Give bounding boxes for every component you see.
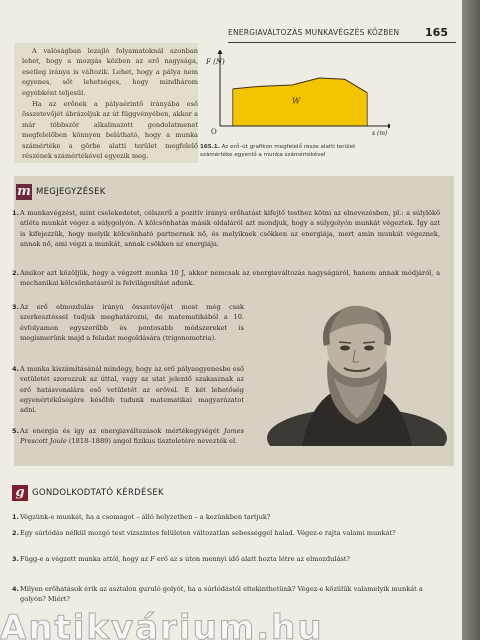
question-number: 2.	[12, 529, 19, 537]
notes-heading	[16, 184, 106, 200]
note-number: 1.	[12, 209, 19, 217]
figure-caption-text: Az erő–út grafikon megfelelő része alatti terület számértéke egyenlő a munka számértékével	[200, 144, 356, 158]
distance-symbol: s	[179, 555, 183, 563]
y-axis-label: F (N)	[206, 58, 225, 66]
note-text-after: (1818–1889) angol fizikus tiszteletére nevezték el.	[66, 437, 238, 446]
question-text-after: úton mennyi idő alatt hozta létre az elmozdulást?	[182, 555, 350, 563]
joule-portrait-image	[262, 298, 452, 446]
x-axis-label: s (m)	[372, 130, 388, 137]
figure-number: 165.1.	[200, 144, 220, 150]
note-number: 2.	[12, 269, 19, 277]
intro-text	[22, 46, 198, 161]
question-text-mid: erő az	[154, 555, 180, 563]
questions-badge-icon: g	[12, 485, 28, 501]
note-item	[12, 364, 244, 415]
intro-paragraph-1: A valóságban lezajló folyamatoknál azonban lehet, hogy a mozgás közben az erő nagysága, esetleg iránya is változik. Lehet, hogy a pálya nem egyenes, sőt lehetséges, hogy mindhárom egyébként teljesül.	[22, 47, 198, 97]
intro-paragraph-2: Ha az erőnek a pályaérintő irányába eső összetevőjét ábrázoljuk az út függvényében, akkor a már többször alkalmazott gondolatmenet megfelelőben könnyen belátható, hogy a munka számértéke a görbe alatti terület megfelelő részének számértékével egyezik meg.	[22, 100, 198, 161]
y-axis-arrow-icon	[218, 50, 223, 54]
x-axis-arrow-icon	[388, 124, 390, 129]
question-item	[12, 554, 440, 564]
figure-caption	[200, 143, 386, 159]
force-distance-chart	[200, 50, 390, 142]
note-item	[12, 268, 440, 289]
question-item	[12, 512, 440, 522]
questions-heading	[12, 485, 164, 501]
running-header	[228, 27, 456, 43]
question-item	[12, 584, 440, 605]
running-title: ENERGIAVÁLTOZÁS MUNKAVÉGZÉS KÖZBEN	[228, 28, 400, 37]
question-text-before: Függ-e a végzett munka attól, hogy az	[20, 555, 151, 563]
note-number: 5.	[12, 427, 19, 435]
question-item	[12, 528, 440, 538]
note-item	[12, 302, 244, 343]
note-text: A munka kiszámításánál mindegy, hogy az erő pályaegyenesbe eső vetületét szorozzuk az úttal, vagy az utat jelentő szakasznak az erő hatásvonalára eső vetületét az erővel. E két lehetőség egyenértékűségére később tudunk matematikai magyarázatot adni.	[20, 365, 244, 415]
note-text: Az erő elmozdulás irányú összetevőjét most még csak szerkesztéssel tudjuk meghatározni, de matematikából a 10. évfolyamon egyszerűbb és pontosabb módszereket is megismerünk majd a feladat megoldására (trigonometria).	[20, 303, 244, 342]
question-number: 4.	[12, 585, 19, 593]
notes-title: MEGJEGYZÉSEK	[36, 187, 106, 197]
origin-label: O	[211, 128, 217, 136]
note-text: A munkavégzést, mint cselekedetet, célszerű a pozitív irányú erőhatást kifejtő testhez kötni az elnevezésben, pl.: a súlylökő atléta munkát végez a súlygolyón. A kölcsönhatás másik oldaláról azt mondjuk, hogy a súlygolyón munkát végeztek. Így azt is kifejezzük, hogy melyik kölcsönható partnernek nő, és melyiknek csökken az energiája, mert amin munkát végeznek, annak nő, ami végzi a munkát, annak csökken az energiája.	[20, 209, 440, 248]
question-text: Végzünk-e munkát, ha a csomagot – álló helyzetben – a kezünkben tartjuk?	[20, 513, 271, 521]
question-number: 1.	[12, 513, 19, 521]
notes-badge-icon: m	[17, 184, 31, 199]
note-number: 4.	[12, 365, 19, 373]
force-symbol: F	[150, 555, 155, 563]
book-spine	[462, 0, 480, 640]
note-text-before: Az energia és így az energiaváltozások mértékegységét	[20, 427, 224, 435]
question-text: Egy súrlódás nélkül mozgó test vízszintes felületen változatlan sebességgel halad. Végez-e rajta valami munkát?	[20, 529, 396, 537]
joule-name: James Prescott Joule	[20, 427, 244, 446]
area-label: W	[292, 96, 301, 106]
note-item	[12, 208, 440, 249]
note-text: Amikor azt közöljük, hogy a végzett munka 10 J, akkor nemcsak az energiaváltozás nagyságáról, hanem annak módjáról, a mechanikai kölcsönhatásról is felvilágosítást adunk.	[20, 269, 440, 288]
page-number: 165	[425, 26, 448, 39]
watermark: Antikvárium.hu	[0, 608, 324, 640]
note-number: 3.	[12, 303, 19, 311]
questions-title: GONDOLKODTATÓ KÉRDÉSEK	[32, 488, 164, 498]
question-text: Milyen erőhatások érik az asztalon guruló golyót, ha a súrlódástól eltekinthetünk? Végez-e közülük valamelyik munkát a golyón? Miért?	[20, 585, 423, 604]
note-item	[12, 426, 244, 447]
question-number: 3.	[12, 555, 19, 563]
